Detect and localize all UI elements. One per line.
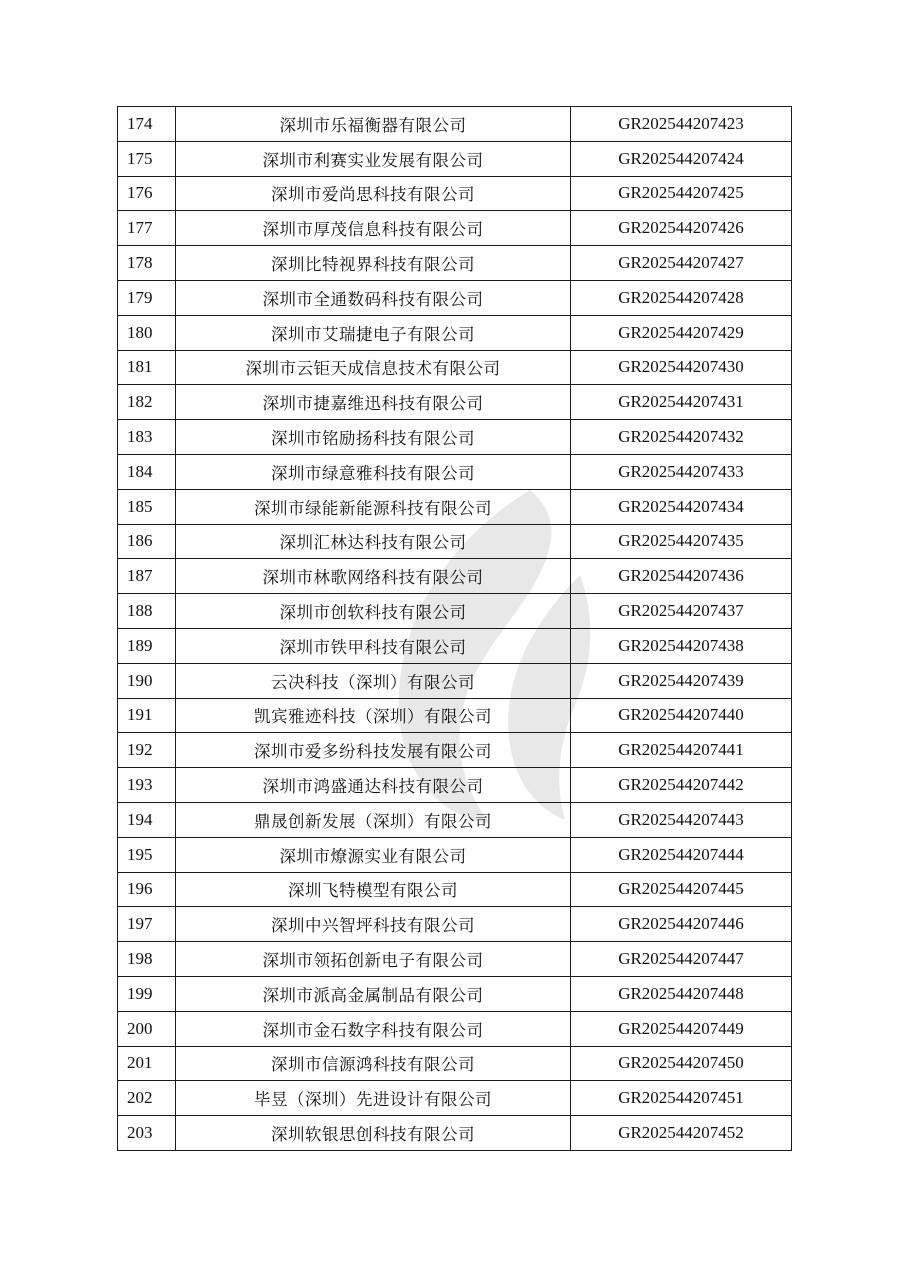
company-name-cell: 深圳软银思创科技有限公司 [176, 1116, 571, 1151]
table-row [118, 663, 792, 698]
table-row [118, 246, 792, 281]
table-row [118, 107, 792, 142]
table-row [118, 454, 792, 489]
company-name-cell: 深圳市派高金属制品有限公司 [176, 976, 571, 1011]
table-row [118, 420, 792, 455]
row-number-cell: 176 [118, 176, 176, 211]
row-number-cell: 195 [118, 837, 176, 872]
certificate-number-cell: GR202544207429 [571, 315, 792, 350]
row-number-cell: 201 [118, 1046, 176, 1081]
company-name-cell: 深圳市林歌网络科技有限公司 [176, 559, 571, 594]
row-number-cell: 186 [118, 524, 176, 559]
certificate-number-cell: GR202544207451 [571, 1081, 792, 1116]
company-name-cell: 凯宾雅迹科技（深圳）有限公司 [176, 698, 571, 733]
company-name-cell: 深圳市全通数码科技有限公司 [176, 280, 571, 315]
row-number-cell: 188 [118, 594, 176, 629]
certificate-number-cell: GR202544207443 [571, 802, 792, 837]
table-row [118, 1046, 792, 1081]
row-number-cell: 180 [118, 315, 176, 350]
company-name-cell: 深圳市绿意雅科技有限公司 [176, 454, 571, 489]
table-row [118, 559, 792, 594]
table-row [118, 1116, 792, 1151]
table-row [118, 768, 792, 803]
company-name-cell: 深圳市爱多纷科技发展有限公司 [176, 733, 571, 768]
certificate-number-cell: GR202544207448 [571, 976, 792, 1011]
row-number-cell: 190 [118, 663, 176, 698]
company-name-cell: 深圳汇林达科技有限公司 [176, 524, 571, 559]
certificate-number-cell: GR202544207450 [571, 1046, 792, 1081]
company-name-cell: 深圳市乐福衡器有限公司 [176, 107, 571, 142]
certificate-number-cell: GR202544207440 [571, 698, 792, 733]
table-row [118, 802, 792, 837]
row-number-cell: 178 [118, 246, 176, 281]
table-row [118, 1081, 792, 1116]
certificate-number-cell: GR202544207435 [571, 524, 792, 559]
row-number-cell: 199 [118, 976, 176, 1011]
table-row [118, 733, 792, 768]
certificate-number-cell: GR202544207425 [571, 176, 792, 211]
certificate-number-cell: GR202544207441 [571, 733, 792, 768]
table-row [118, 350, 792, 385]
row-number-cell: 194 [118, 802, 176, 837]
row-number-cell: 179 [118, 280, 176, 315]
table-row [118, 1011, 792, 1046]
certificate-number-cell: GR202544207446 [571, 907, 792, 942]
table-row [118, 385, 792, 420]
company-name-cell: 深圳市创软科技有限公司 [176, 594, 571, 629]
company-name-cell: 深圳飞特模型有限公司 [176, 872, 571, 907]
certificate-number-cell: GR202544207452 [571, 1116, 792, 1151]
company-name-cell: 深圳市领拓创新电子有限公司 [176, 942, 571, 977]
row-number-cell: 197 [118, 907, 176, 942]
row-number-cell: 193 [118, 768, 176, 803]
company-name-cell: 毕昱（深圳）先进设计有限公司 [176, 1081, 571, 1116]
row-number-cell: 181 [118, 350, 176, 385]
certificate-number-cell: GR202544207428 [571, 280, 792, 315]
certificate-number-cell: GR202544207433 [571, 454, 792, 489]
table-row [118, 315, 792, 350]
certificate-number-cell: GR202544207445 [571, 872, 792, 907]
certificate-number-cell: GR202544207436 [571, 559, 792, 594]
certificate-number-cell: GR202544207442 [571, 768, 792, 803]
company-name-cell: 深圳市捷嘉维迅科技有限公司 [176, 385, 571, 420]
certificate-number-cell: GR202544207427 [571, 246, 792, 281]
row-number-cell: 203 [118, 1116, 176, 1151]
certificate-number-cell: GR202544207438 [571, 628, 792, 663]
company-name-cell: 深圳市信源鸿科技有限公司 [176, 1046, 571, 1081]
certificate-number-cell: GR202544207426 [571, 211, 792, 246]
company-name-cell: 深圳市鸿盛通达科技有限公司 [176, 768, 571, 803]
table-row [118, 489, 792, 524]
certificate-number-cell: GR202544207444 [571, 837, 792, 872]
table-row [118, 942, 792, 977]
company-name-cell: 鼎晟创新发展（深圳）有限公司 [176, 802, 571, 837]
certificate-number-cell: GR202544207432 [571, 420, 792, 455]
certificate-number-cell: GR202544207430 [571, 350, 792, 385]
table-row [118, 211, 792, 246]
company-name-cell: 深圳市绿能新能源科技有限公司 [176, 489, 571, 524]
company-name-cell: 深圳市燎源实业有限公司 [176, 837, 571, 872]
row-number-cell: 196 [118, 872, 176, 907]
row-number-cell: 175 [118, 141, 176, 176]
row-number-cell: 187 [118, 559, 176, 594]
row-number-cell: 184 [118, 454, 176, 489]
company-name-cell: 深圳市利赛实业发展有限公司 [176, 141, 571, 176]
table-row [118, 524, 792, 559]
certificate-number-cell: GR202544207424 [571, 141, 792, 176]
company-name-cell: 深圳比特视界科技有限公司 [176, 246, 571, 281]
row-number-cell: 189 [118, 628, 176, 663]
company-name-cell: 深圳市铁甲科技有限公司 [176, 628, 571, 663]
company-name-cell: 深圳市艾瑞捷电子有限公司 [176, 315, 571, 350]
company-name-cell: 深圳市铭励扬科技有限公司 [176, 420, 571, 455]
row-number-cell: 177 [118, 211, 176, 246]
table-row [118, 976, 792, 1011]
certificate-number-cell: GR202544207439 [571, 663, 792, 698]
table-row [118, 837, 792, 872]
certificate-number-cell: GR202544207437 [571, 594, 792, 629]
table-row [118, 176, 792, 211]
row-number-cell: 182 [118, 385, 176, 420]
table-row [118, 628, 792, 663]
certificate-number-cell: GR202544207431 [571, 385, 792, 420]
table-row [118, 594, 792, 629]
company-name-cell: 深圳市金石数字科技有限公司 [176, 1011, 571, 1046]
table-row [118, 698, 792, 733]
row-number-cell: 202 [118, 1081, 176, 1116]
certificate-number-cell: GR202544207449 [571, 1011, 792, 1046]
table-body [118, 107, 792, 1151]
row-number-cell: 192 [118, 733, 176, 768]
row-number-cell: 191 [118, 698, 176, 733]
company-name-cell: 云决科技（深圳）有限公司 [176, 663, 571, 698]
table-row [118, 280, 792, 315]
company-name-cell: 深圳市爱尚思科技有限公司 [176, 176, 571, 211]
table-row [118, 141, 792, 176]
row-number-cell: 198 [118, 942, 176, 977]
row-number-cell: 174 [118, 107, 176, 142]
table-row [118, 872, 792, 907]
table-row [118, 907, 792, 942]
company-name-cell: 深圳市厚茂信息科技有限公司 [176, 211, 571, 246]
row-number-cell: 183 [118, 420, 176, 455]
certificate-number-cell: GR202544207447 [571, 942, 792, 977]
company-list-table [117, 106, 792, 1151]
company-name-cell: 深圳中兴智坪科技有限公司 [176, 907, 571, 942]
row-number-cell: 200 [118, 1011, 176, 1046]
company-name-cell: 深圳市云钜天成信息技术有限公司 [176, 350, 571, 385]
certificate-number-cell: GR202544207434 [571, 489, 792, 524]
certificate-number-cell: GR202544207423 [571, 107, 792, 142]
row-number-cell: 185 [118, 489, 176, 524]
